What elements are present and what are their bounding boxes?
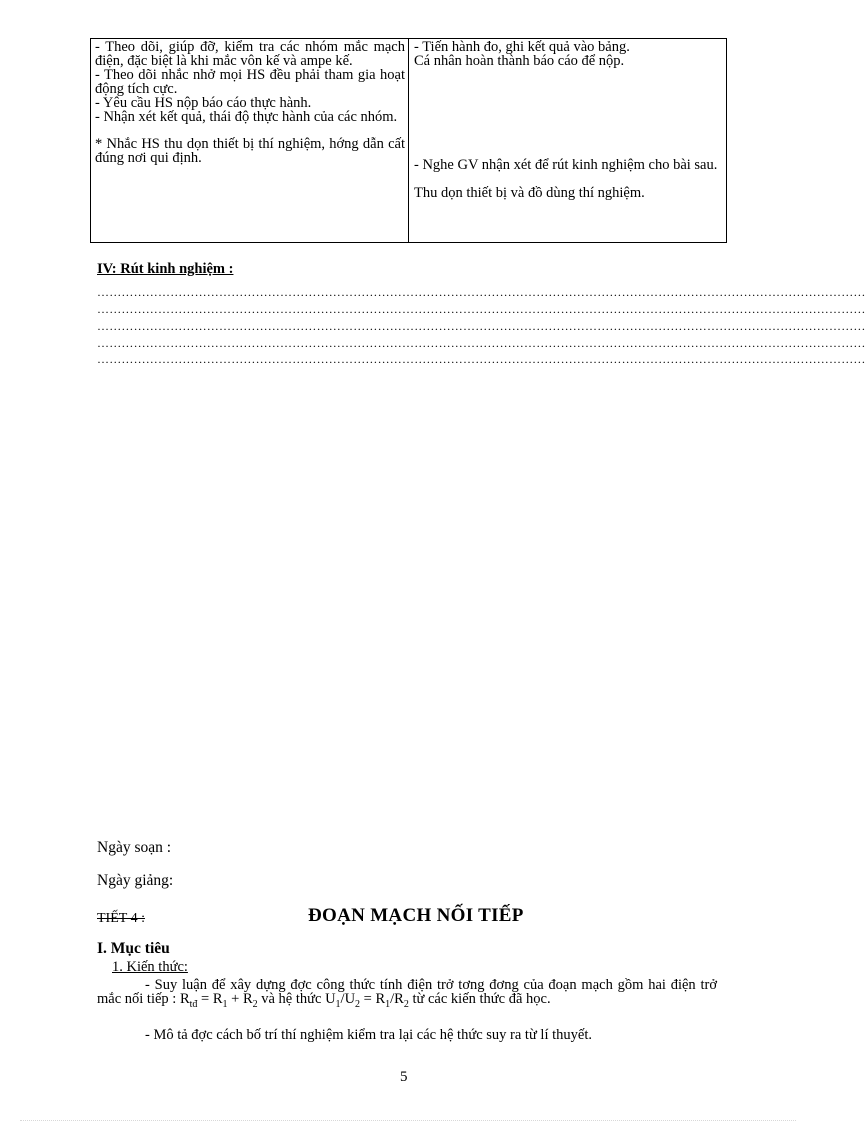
teacher-activity-line: * Nhắc HS thu dọn thiết bị thí nghiệm, hớng dẫn cất đúng nơi qui định. xyxy=(95,136,405,166)
student-activity-line: - Nghe GV nhận xét để rút kinh nghiệm cho bài sau. xyxy=(414,157,718,173)
teacher-activity-line: - Theo dõi nhắc nhở mọi HS đều phải tham gia hoạt động tích cực. xyxy=(95,67,405,97)
lesson-number: TIẾT 4 : xyxy=(97,911,145,926)
heading-objectives: I. Mục tiêu xyxy=(97,940,170,957)
section-title-experience: IV: Rút kinh nghiệm : xyxy=(97,261,234,277)
activity-table xyxy=(90,38,727,243)
objective-paragraph-1: - Suy luận để xây dựng đợc công thức tính điện trở tơng đơng của đoạn mạch gồm hai điện trở mắc nối tiếp : $R_{tđ} = R_1 + R_2$ và hệ thức $U_1/U_2 = R_1/R_2$ từ các kiến thức đã học. xyxy=(97,977,717,1010)
heading-knowledge: 1. Kiến thức: xyxy=(112,959,188,975)
objective-paragraph-2: - Mô tả đợc cách bố trí thí nghiệm kiểm tra lại các hệ thức suy ra từ lí thuyết. xyxy=(145,1027,592,1043)
teacher-activity-line: - Theo dõi, giúp đỡ, kiểm tra các nhóm mắc mạch điện, đặc biệt là khi mắc vôn kế và ampe kế. xyxy=(95,39,405,69)
dotted-line: ……………………………………………………………………………………………………………………………………………………………………… xyxy=(97,336,866,350)
student-activity-cell xyxy=(414,40,722,200)
teacher-activity-cell xyxy=(95,40,405,165)
student-activity-line: Cá nhân hoàn thành báo cáo để nộp. xyxy=(414,53,625,69)
page-number: 5 xyxy=(400,1069,408,1085)
teacher-activity-line: - Nhận xét kết quả, thái độ thực hành của các nhóm. xyxy=(95,109,398,125)
date-prepared: Ngày soạn : xyxy=(97,839,172,856)
date-taught: Ngày giảng: xyxy=(97,872,174,889)
column-divider xyxy=(408,39,409,242)
dotted-line: ……………………………………………………………………………………………………………………………………………………………………… xyxy=(97,319,866,333)
dotted-line: ……………………………………………………………………………………………………………………………………………………………………… xyxy=(97,302,866,316)
student-activity-line: Thu dọn thiết bị và đồ dùng thí nghiệm. xyxy=(414,185,645,201)
lesson-title: ĐOẠN MẠCH NỐI TIẾP xyxy=(308,905,524,926)
dotted-line: ……………………………………………………………………………………………………………………………………………………………………… xyxy=(97,285,866,299)
page-bottom-border xyxy=(20,1120,796,1121)
student-activity-line: - Tiến hành đo, ghi kết quả vào bảng. xyxy=(414,39,630,55)
dotted-line: ……………………………………………………………………………………………………………………………………………………………………… xyxy=(97,352,866,366)
teacher-activity-line: - Yêu cầu HS nộp báo cáo thực hành. xyxy=(95,95,312,111)
